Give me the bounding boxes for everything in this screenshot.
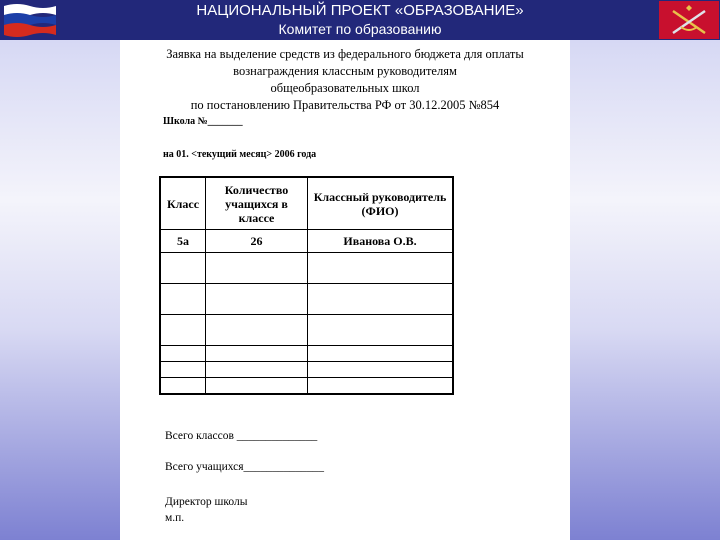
header-teacher: Классный руководитель (ФИО)	[308, 177, 454, 230]
table-row-empty	[160, 362, 453, 378]
doc-title-line-1: Заявка на выделение средств из федерального бюджета для оплаты	[166, 47, 524, 61]
director-line: Директор школы	[165, 496, 248, 508]
total-classes-line: Всего классов ______________	[165, 430, 318, 442]
doc-title-line-4: по постановлению Правительства РФ от 30.12.2005 №854	[190, 98, 500, 112]
stamp-line: м.п.	[165, 512, 185, 524]
table-header-row	[160, 177, 453, 230]
doc-title-line-3: общеобразовательных школ	[270, 81, 420, 95]
table-row-empty	[160, 315, 453, 346]
table-row-empty	[160, 346, 453, 362]
header-title: НАЦИОНАЛЬНЫЙ ПРОЕКТ «ОБРАЗОВАНИЕ»	[196, 2, 524, 19]
teachers-table	[159, 176, 454, 395]
header-class: Класс	[160, 177, 206, 230]
table-row-empty	[160, 253, 453, 284]
total-students-line: Всего учащихся______________	[165, 461, 325, 473]
date-line: на 01. <текущий месяц> 2006 года	[163, 149, 317, 160]
table-row-empty	[160, 378, 453, 395]
table-row	[160, 230, 453, 253]
school-number-line: Школа №_______	[163, 116, 243, 127]
header-bar	[0, 0, 720, 40]
header-subtitle: Комитет по образованию	[278, 21, 442, 37]
doc-title-line-2: вознаграждения классным руководителям	[233, 64, 457, 78]
table-row-empty	[160, 284, 453, 315]
cell-student-count: 26	[206, 230, 308, 253]
cell-class: 5а	[160, 230, 206, 253]
cell-teacher: Иванова О.В.	[308, 230, 454, 253]
header-student-count: Количество учащихся в классе	[206, 177, 308, 230]
city-emblem-icon	[659, 1, 719, 39]
